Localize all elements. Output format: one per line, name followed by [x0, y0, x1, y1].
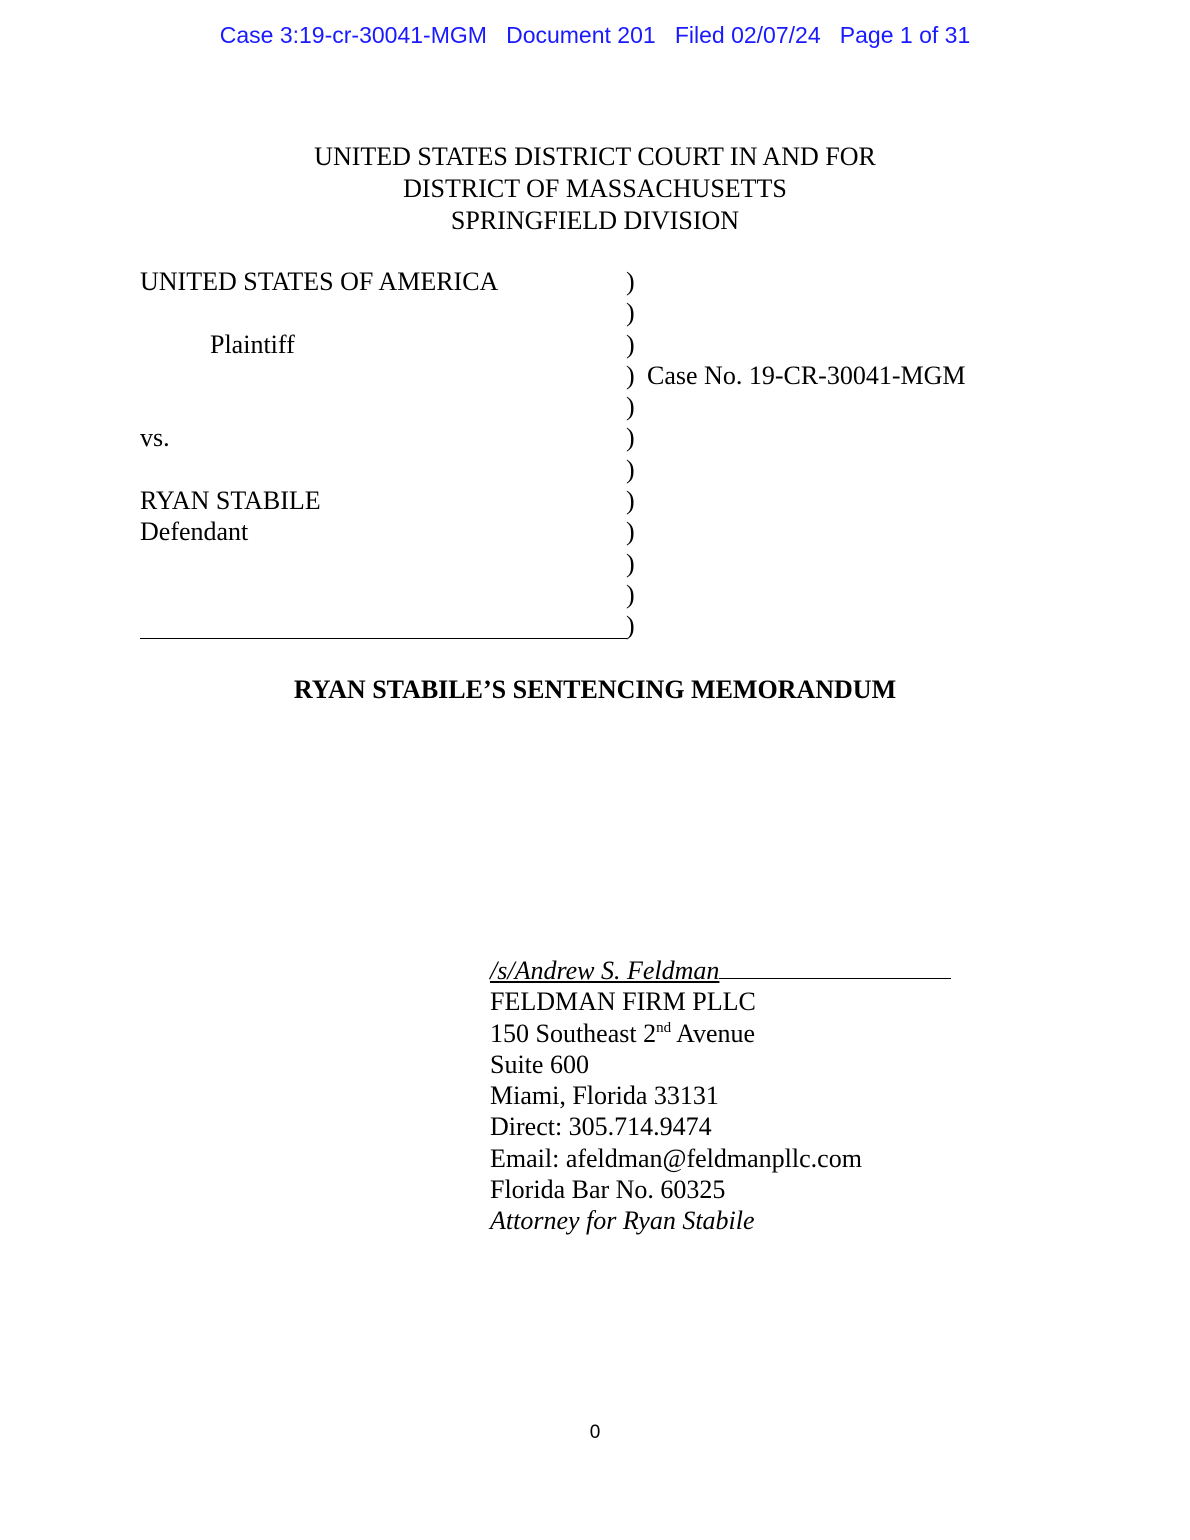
stamp-case: Case 3:19-cr-30041-MGM [219, 22, 487, 48]
address-ordinal: nd [656, 1019, 672, 1036]
firm-address [490, 1018, 951, 1049]
caption-paren: ) [626, 579, 635, 609]
case-number: Case No. 19-CR-30041-MGM [647, 361, 966, 390]
attorney-role: Attorney for Ryan Stabile [490, 1206, 755, 1236]
caption-paren: ) [626, 454, 635, 484]
firm-name: FELDMAN FIRM PLLC [490, 987, 756, 1017]
email-address: Email: afeldman@feldmanpllc.com [490, 1143, 862, 1173]
plaintiff-name: UNITED STATES OF AMERICA [140, 267, 499, 296]
page-number: 0 [589, 1422, 601, 1443]
caption-paren: ) [626, 423, 635, 453]
filing-stamp [0, 22, 1190, 49]
caption-paren: ) [626, 267, 635, 296]
plaintiff-role: Plaintiff [210, 329, 295, 359]
electronic-signature: /s/Andrew S. Feldman [490, 956, 720, 985]
caption-underline [140, 638, 627, 639]
case-caption-parties [140, 266, 498, 548]
caption-paren: ) [626, 548, 635, 578]
signature-rule [719, 956, 951, 979]
signature-block [490, 955, 951, 1237]
document-title: RYAN STABILE’S SENTENCING MEMORANDUM [293, 675, 897, 704]
caption-paren: ) [626, 517, 635, 547]
stamp-document: Document 201 [506, 22, 656, 48]
firm-city: Miami, Florida 33131 [490, 1081, 719, 1111]
bar-number: Florida Bar No. 60325 [490, 1175, 726, 1205]
caption-paren: ) [626, 486, 635, 516]
court-heading [0, 141, 1190, 237]
court-line-2: DISTRICT OF MASSACHUSETTS [403, 174, 787, 203]
court-line-3: SPRINGFIELD DIVISION [450, 206, 740, 235]
stamp-filed: Filed 02/07/24 [674, 22, 821, 48]
caption-paren: ) [626, 298, 635, 328]
address-street: 150 Southeast 2 [490, 1018, 657, 1048]
caption-paren: ) [626, 360, 635, 390]
court-line-1: UNITED STATES DISTRICT COURT IN AND FOR [314, 142, 876, 171]
firm-suite: Suite 600 [490, 1049, 589, 1079]
stamp-page: Page 1 of 31 [839, 22, 971, 48]
defendant-role: Defendant [140, 517, 249, 547]
caption-paren: ) [626, 329, 635, 359]
caption-paren: ) [626, 611, 635, 641]
caption-paren: ) [626, 392, 635, 422]
direct-phone: Direct: 305.714.9474 [490, 1112, 712, 1142]
address-avenue: Avenue [671, 1018, 756, 1048]
caption-paren-column [626, 266, 635, 642]
defendant-name: RYAN STABILE [140, 486, 321, 516]
versus-label: vs. [140, 423, 170, 453]
